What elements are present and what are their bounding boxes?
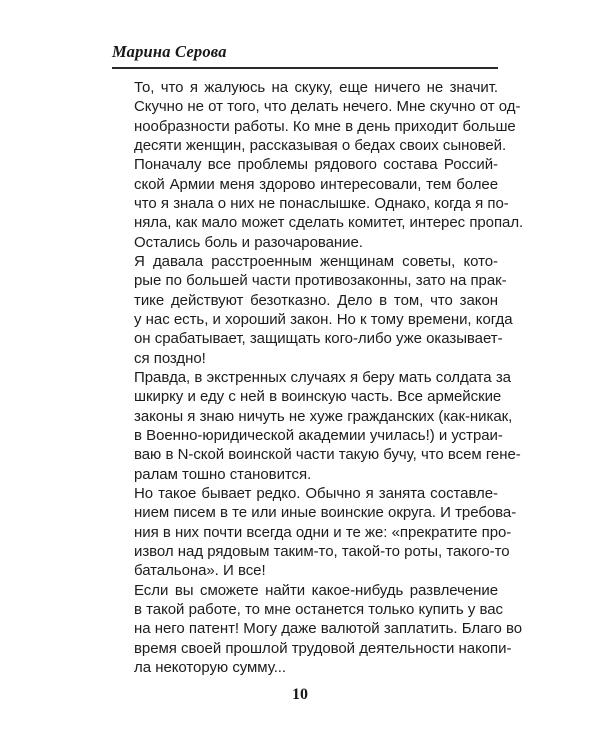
text-line: в Военно-юридической академии училась!) и устраи- bbox=[134, 426, 503, 444]
para-6 bbox=[112, 581, 523, 678]
text-line: у нас есть, и хороший закон. Но к тому времени, когда bbox=[134, 310, 513, 328]
para-4 bbox=[112, 368, 521, 484]
text-line: То, что я жалуюсь на скуку, еще ничего не значит. bbox=[134, 79, 498, 96]
text-line: батальона». И все! bbox=[134, 562, 266, 580]
text-line: извол над рядовым таким-то, такой-то роты, такого-то bbox=[134, 542, 510, 560]
body-text-block bbox=[112, 78, 524, 677]
text-line: что я знала о них не понаслышке. Однако, когда я по- bbox=[134, 194, 509, 212]
running-head bbox=[112, 42, 498, 62]
text-line: на него патент! Могу даже валютой заплатить. Благо во bbox=[134, 620, 523, 638]
text-line: время своей прошлой трудовой деятельности накопи- bbox=[134, 639, 512, 657]
text-line: рые по большей части противозаконны, зато на прак- bbox=[134, 272, 507, 290]
text-line: Если вы сможете найти какое-нибудь развлечение bbox=[134, 581, 498, 599]
text-line: ся поздно! bbox=[134, 349, 206, 367]
text-line: ла некоторую сумму... bbox=[134, 658, 287, 676]
text-line: нообразности работы. Ко мне в день приходит больше bbox=[134, 117, 516, 135]
text-line: Скучно не от того, что делать нечего. Мне скучно от од- bbox=[134, 98, 521, 116]
text-line: Но такое бывает редко. Обычно я занята составле- bbox=[134, 484, 498, 502]
text-line: ния в них почти всегда одни и те же: «прекратите про- bbox=[134, 523, 512, 541]
text-line: он срабатывает, защищать кого-либо уже оказывает- bbox=[134, 330, 503, 348]
para-1 bbox=[112, 78, 521, 155]
page-number: 10 bbox=[292, 686, 308, 703]
para-2 bbox=[112, 155, 524, 252]
text-line: ралам тошно становится. bbox=[134, 465, 312, 483]
text-line: Правда, в экстренных случаях я беру мать солдата за bbox=[134, 368, 511, 386]
header-divider-rule bbox=[112, 67, 498, 69]
para-5 bbox=[112, 484, 517, 581]
text-line: шкирку и еду с ней в воинскую часть. Все армейские bbox=[134, 388, 502, 406]
running-head-author: Марина Серова bbox=[112, 42, 227, 61]
text-line: Поначалу все проблемы рядового состава Россий- bbox=[134, 156, 498, 174]
para-3 bbox=[112, 252, 513, 368]
text-line: ваю в N-ской воинской части такую бучу, что всем гене- bbox=[134, 446, 521, 464]
text-line: тике действуют безотказно. Дело в том, что закон bbox=[134, 291, 498, 309]
text-line: няла, как мало может сделать комитет, интерес пропал. bbox=[134, 214, 524, 232]
text-line: нием писем в те или иные воинские округа. И требова- bbox=[134, 504, 517, 522]
text-line: законы я знаю ничуть не хуже гражданских (как-никак, bbox=[134, 407, 513, 425]
text-line: десяти женщин, рассказывая о бедах своих сыновей. bbox=[134, 136, 507, 154]
text-line: Остались боль и разочарование. bbox=[134, 233, 363, 251]
text-line: Я давала расстроенным женщинам советы, кото- bbox=[134, 252, 498, 270]
text-line: ской Армии меня здорово интересовали, тем более bbox=[134, 175, 498, 193]
text-line: в такой работе, то мне останется только купить у вас bbox=[134, 600, 504, 618]
